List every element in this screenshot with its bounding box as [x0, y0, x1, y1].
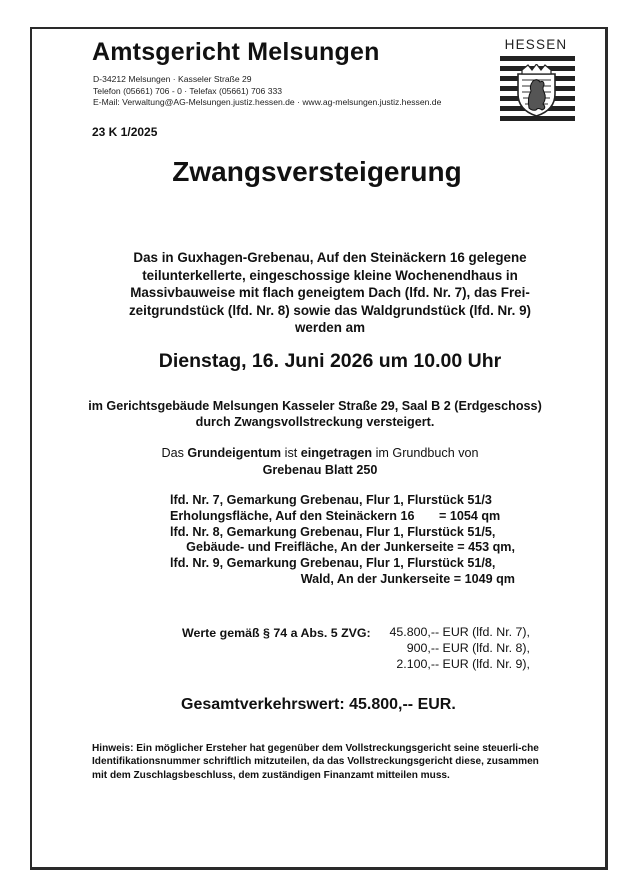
intro-line: werden am — [295, 320, 365, 336]
values-label — [182, 625, 371, 641]
parcel-line: lfd. Nr. 7, Gemarkung Grebenau, Flur 1, Flurstück 51/3 — [170, 493, 492, 507]
value-row: 2.100,-- EUR (lfd. Nr. 9), — [396, 657, 530, 671]
parcel-list — [170, 493, 515, 588]
intro-line: teilunterkellerte, eingeschossige kleine Wochenendhaus in — [142, 267, 518, 283]
hessen-lion-crest-icon — [514, 64, 559, 117]
registry-text: Das Grundeigentum ist eingetragen im Grundbuch von — [161, 446, 479, 460]
auction-date: Dienstag, 16. Juni 2026 um 10.00 Uhr — [158, 350, 502, 372]
document-title: Zwangsversteigerung — [172, 156, 462, 187]
intro-line: zeitgrundstück (lfd. Nr. 8) sowie das Waldgrundstück (lfd. Nr. 9) — [128, 302, 531, 318]
location-line: im Gerichtsgebäude Melsungen Kasseler Straße 29, Saal B 2 (Erdgeschoss) — [88, 399, 542, 413]
parcel-area: = 1054 qm — [439, 508, 501, 523]
value-row: 900,-- EUR (lfd. Nr. 8), — [406, 641, 530, 655]
court-name: Amtsgericht Melsungen — [92, 38, 380, 66]
state-label: HESSEN — [504, 37, 568, 52]
registry-book: Grebenau Blatt 250 — [262, 463, 378, 477]
property-description — [0, 249, 634, 337]
parcel-line: Erholungsfläche, Auf den Steinäckern 16 = 1054 qm — [170, 508, 501, 523]
parcel-line: Gebäude- und Freifläche, An der Junkerseite = 453 qm, — [186, 540, 515, 555]
court-phone: Telefon (05661) 706 - 0 · Telefax (05661) 706 333 — [93, 86, 283, 96]
land-registry — [0, 445, 634, 479]
court-address: D-34212 Melsungen · Kasseler Straße 29 — [93, 74, 252, 84]
intro-line: Das in Guxhagen-Grebenau, Auf den Steinäckern 16 gelegene — [133, 250, 527, 265]
value-row: 45.800,-- EUR (lfd. Nr. 7), — [389, 625, 530, 639]
court-contact: E-Mail: Verwaltung@AG-Melsungen.justiz.hessen.de · www.ag-melsungen.justiz.hessen.de — [93, 97, 442, 107]
parcel-line: lfd. Nr. 8, Gemarkung Grebenau, Flur 1, Flurstück 51/5, — [170, 524, 496, 539]
intro-line: Massivbauweise mit flach geneigtem Dach (lfd. Nr. 7), das Frei- — [130, 285, 530, 301]
total-market-value: Gesamtverkehrswert: 45.800,-- EUR. — [181, 696, 456, 713]
parcel-line: lfd. Nr. 9, Gemarkung Grebenau, Flur 1, Flurstück 51/8, — [170, 556, 496, 571]
parcel-line: Wald, An der Junkerseite = 1049 qm — [300, 571, 515, 586]
case-number: 23 K 1/2025 — [92, 125, 158, 139]
legal-note: Hinweis: Ein möglicher Ersteher hat gegenüber dem Vollstreckungsgericht seine steuerli-che Identifikationsnummer schriftlich mitzuteilen, da das Vollstreckungsgericht diese, zusammen mit dem Zuschlagsbeschluss, dem zuständigen Finanzamt mitteilen muss. — [92, 743, 539, 781]
auction-location — [0, 398, 630, 430]
values-label-text: Werte gemäß § 74 a Abs. 5 ZVG: — [182, 626, 371, 640]
location-line: durch Zwangsvollstreckung versteigert. — [195, 415, 435, 429]
